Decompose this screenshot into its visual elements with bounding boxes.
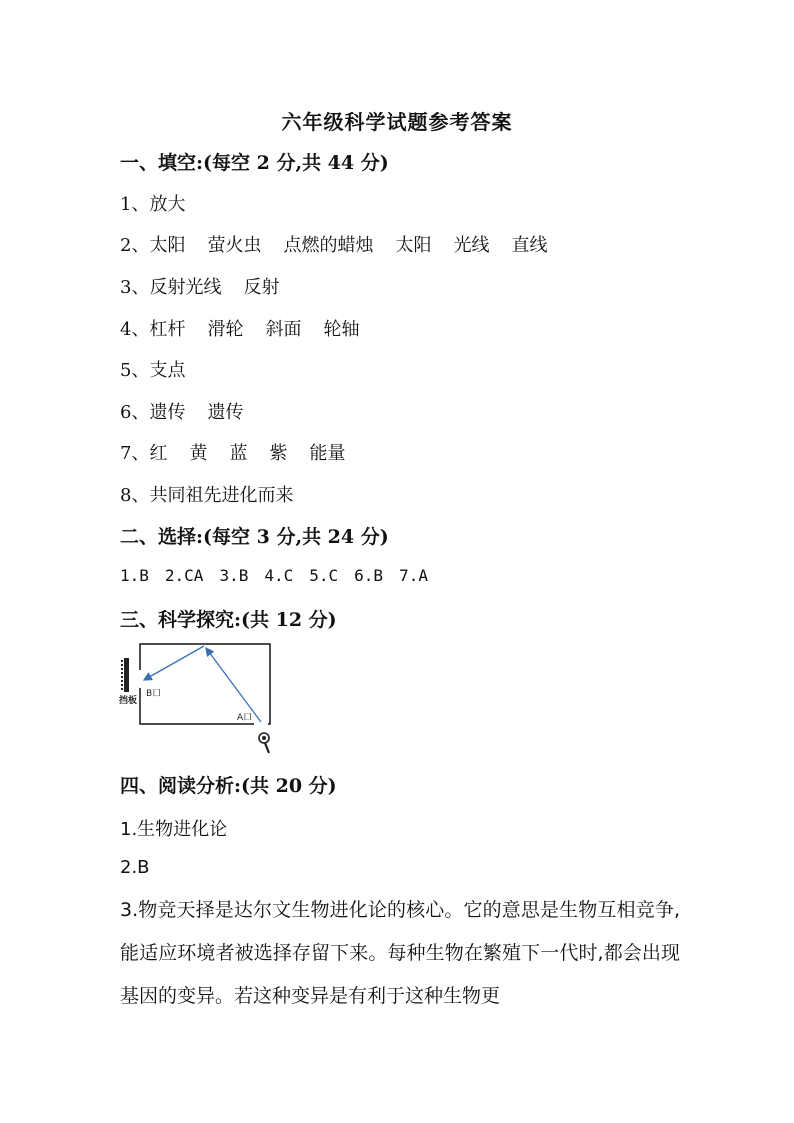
flashlight-icon <box>259 733 269 753</box>
b-label: B口 <box>146 689 162 699</box>
item-number: 1、 <box>120 194 150 215</box>
fill-answer-line <box>120 231 547 257</box>
item-number: 7、 <box>120 443 150 464</box>
answer-word: 点燃的蜡烛 <box>283 235 374 256</box>
choice-answer: 2.CA <box>164 566 204 585</box>
choice-answer: 6.B <box>354 566 384 585</box>
answer-word: 遗传 <box>149 402 186 423</box>
light-ray-incident <box>206 648 261 722</box>
item-number: 2、 <box>120 235 150 256</box>
choice-answers <box>120 566 428 585</box>
answer-word: 反射 <box>243 277 280 298</box>
choice-answer: 1.B <box>120 566 149 585</box>
choice-answer: 7.A <box>399 566 428 585</box>
answer-word: 太阳 <box>149 235 186 256</box>
answer-word: 蓝 <box>229 443 248 464</box>
answer-word: 轮轴 <box>323 319 360 340</box>
answer-word: 红 <box>149 443 168 464</box>
page-title: 六年级科学试题参考答案 <box>281 110 513 134</box>
item-number: 4、 <box>120 319 150 340</box>
choice-answer: 3.B <box>219 566 249 585</box>
choice-answer: 5.C <box>309 566 339 585</box>
choice-answer: 4.C <box>264 566 294 585</box>
fill-answer-line <box>120 439 345 465</box>
fill-answer-line <box>120 190 185 216</box>
answer-word: 滑轮 <box>207 319 244 340</box>
light-reflection-diagram <box>118 640 278 756</box>
baffle <box>124 658 129 692</box>
answer-word: 支点 <box>149 360 186 381</box>
item-number: 8、 <box>120 485 150 506</box>
section3-heading: 三、科学探究:(共 12 分) <box>120 609 337 631</box>
answer-word: 杠杆 <box>149 319 186 340</box>
answer-word: 放大 <box>149 194 186 215</box>
answer-word: 太阳 <box>395 235 432 256</box>
answer-word: 光线 <box>453 235 490 256</box>
item-number: 6、 <box>120 402 150 423</box>
section4-heading: 四、阅读分析:(共 20 分) <box>120 775 337 797</box>
section1-heading: 一、填空:(每空 2 分,共 44 分) <box>120 152 389 174</box>
answer-word: 紫 <box>269 443 288 464</box>
reading-answer-2: 2.B <box>120 857 150 878</box>
answer-word: 反射光线 <box>149 277 222 298</box>
answer-word: 共同祖先进化而来 <box>149 485 294 506</box>
light-ray-reflected <box>144 646 204 680</box>
a-label: A口 <box>237 713 253 723</box>
item-number: 3、 <box>120 277 150 298</box>
fill-answer-line <box>120 315 359 341</box>
answer-word: 遗传 <box>207 402 244 423</box>
answer-word: 能量 <box>309 443 346 464</box>
fill-answer-line <box>120 398 243 424</box>
section2-heading: 二、选择:(每空 3 分,共 24 分) <box>120 526 389 548</box>
answer-word: 黄 <box>189 443 208 464</box>
answer-word: 斜面 <box>265 319 302 340</box>
fill-answer-line <box>120 356 185 382</box>
reading-answer-3: 3.物竞天择是达尔文生物进化论的核心。它的意思是生物互相竞争,能适应环境者被选择存留下来。每种生物在繁殖下一代时,都会出现基因的变异。若这种变异是有利于这种生物更 <box>120 899 680 1007</box>
baffle-label: 挡板 <box>119 696 138 706</box>
reading-answer-1: 1.生物进化论 <box>120 819 228 840</box>
box-outline <box>140 644 270 724</box>
fill-answer-line <box>120 273 279 299</box>
item-number: 5、 <box>120 360 150 381</box>
answer-word: 萤火虫 <box>207 235 262 256</box>
answer-word: 直线 <box>511 235 548 256</box>
fill-answer-line <box>120 481 293 507</box>
